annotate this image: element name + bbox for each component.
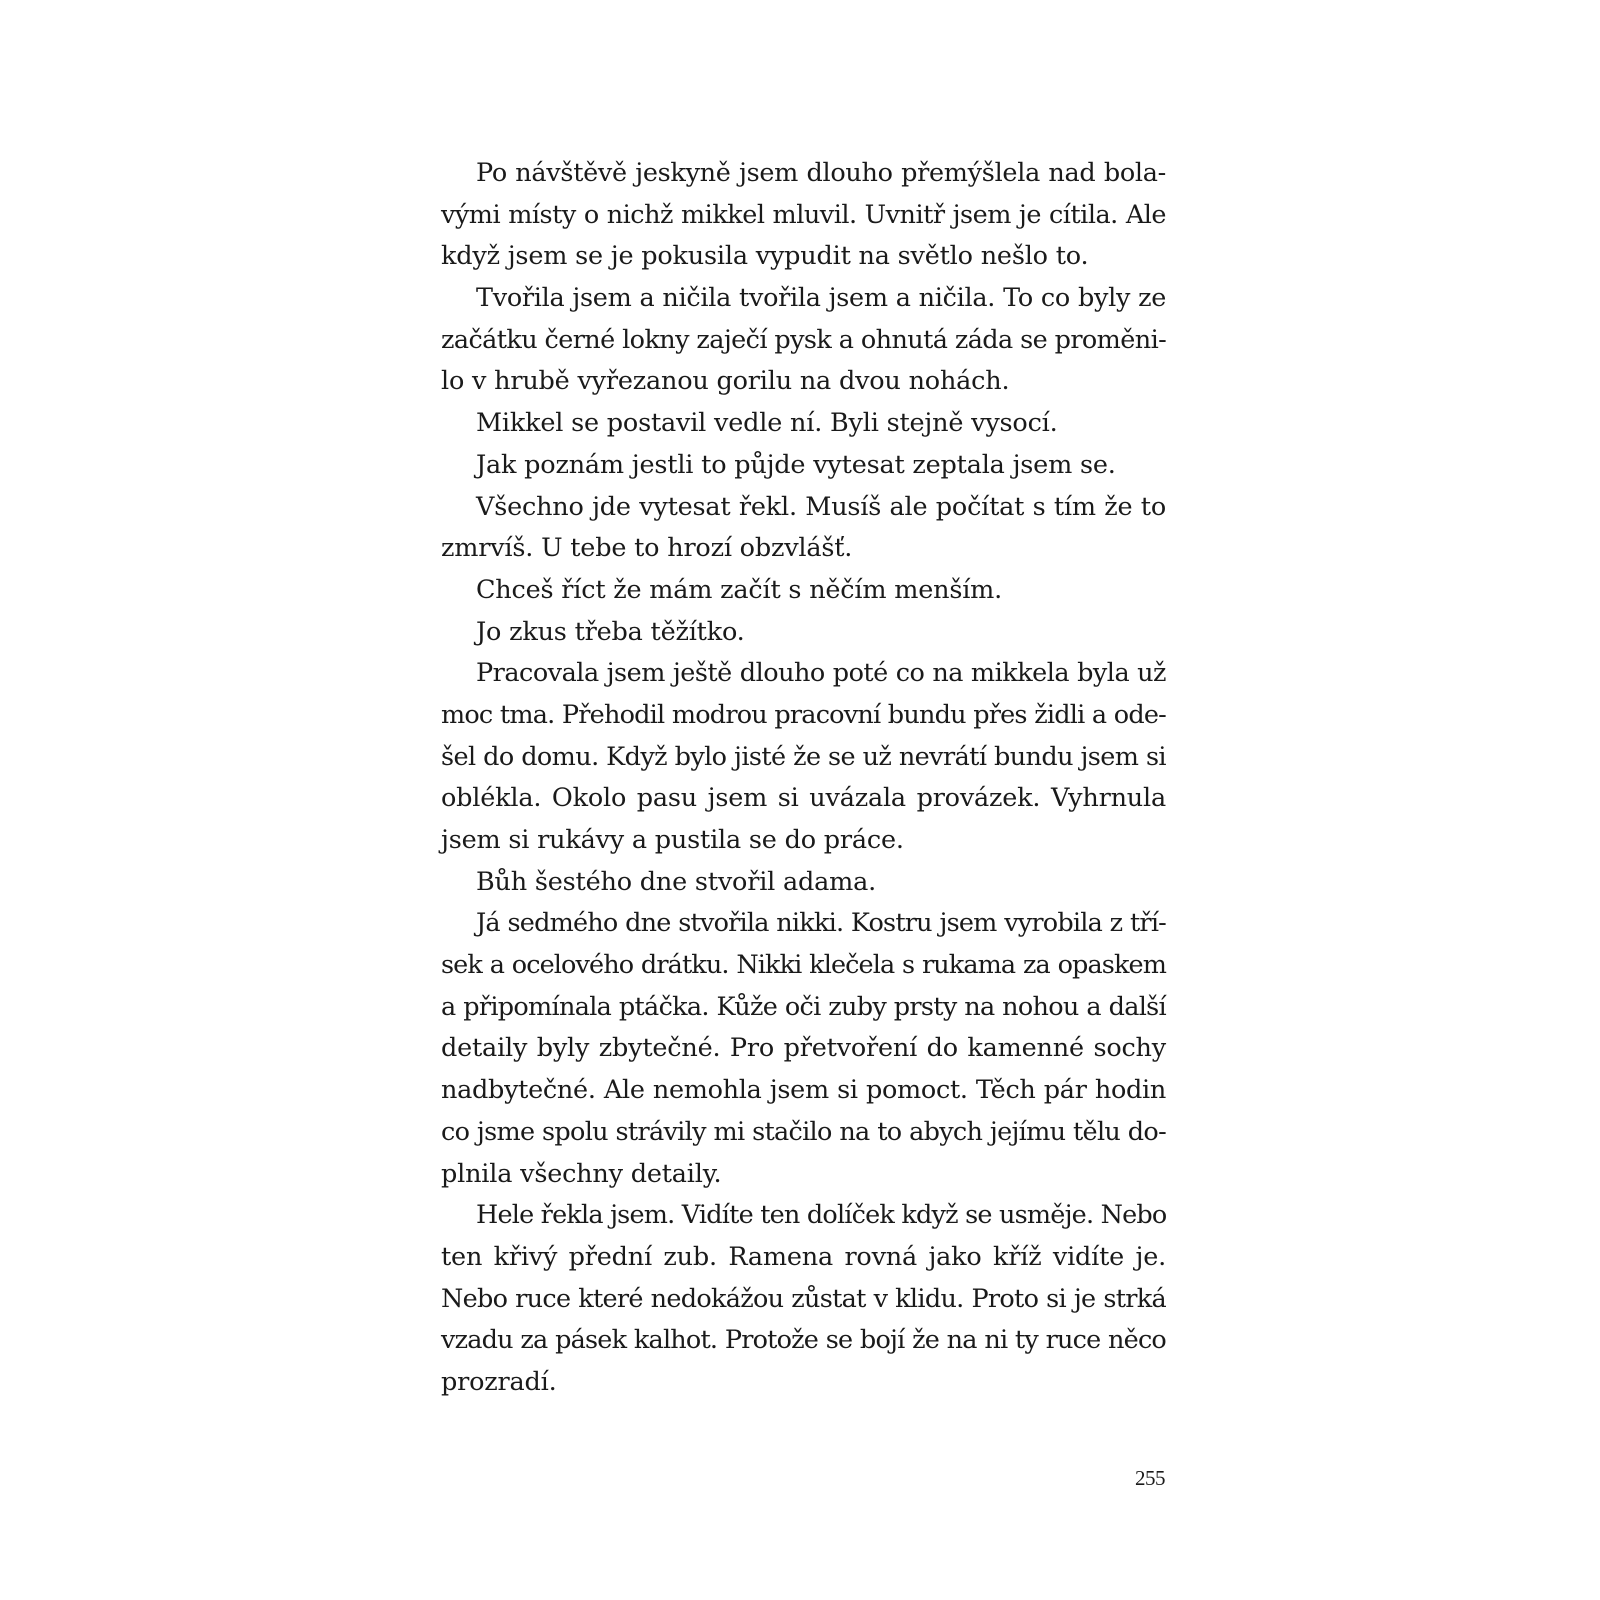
text-line: Mikkel se postavil vedle ní. Byli stejně vysocí. xyxy=(476,408,1058,439)
page-number: 255 xyxy=(1135,1466,1165,1490)
text-line: detaily byly zbytečné. Pro přetvoření do kamenné sochy xyxy=(441,1033,1166,1064)
text-line: šel do domu. Když bylo jisté že se už nevrátí bundu jsem si xyxy=(441,741,1166,772)
text-line: zmrvíš. U tebe to hrozí obzvlášť. xyxy=(441,533,853,564)
text-line: plnila všechny detaily. xyxy=(441,1158,722,1189)
text-line: Hele řekla jsem. Vidíte ten dolíček když se usměje. Nebo xyxy=(476,1200,1167,1231)
text-line: Všechno jde vytesat řekl. Musíš ale počítat s tím že to xyxy=(476,491,1166,522)
text-line: oblékla. Okolo pasu jsem si uvázala provázek. Vyhrnula xyxy=(441,783,1166,814)
text-line: vými místy o nichž mikkel mluvil. Uvnitř jsem je cítila. Ale xyxy=(441,199,1166,230)
text-line: a připomínala ptáčka. Kůže oči zuby prsty na nohou a další xyxy=(441,991,1166,1022)
text-line: ten křivý přední zub. Ramena rovná jako kříž vidíte je. xyxy=(441,1241,1166,1272)
text-line: Po návštěvě jeskyně jsem dlouho přemýšlela nad bola- xyxy=(476,158,1166,188)
text-line: Jo zkus třeba těžítko. xyxy=(476,616,745,647)
text-line: Tvořila jsem a ničila tvořila jsem a ničila. To co byly ze xyxy=(476,283,1166,314)
text-line: moc tma. Přehodil modrou pracovní bundu přes židli a ode- xyxy=(441,699,1166,730)
body-text xyxy=(441,153,1166,1404)
text-line: Já sedmého dne stvořila nikki. Kostru jsem vyrobila z tří- xyxy=(476,908,1166,939)
text-line: Nebo ruce které nedokážou zůstat v klidu. Proto si je strká xyxy=(441,1283,1166,1314)
text-line: vzadu za pásek kalhot. Protože se bojí že na ni ty ruce něco xyxy=(441,1325,1166,1356)
text-line: Chceš říct že mám začít s něčím menším. xyxy=(476,574,1003,605)
text-line: Jak poznám jestli to půjde vytesat zeptala jsem se. xyxy=(476,449,1116,480)
text-line: nadbytečné. Ale nemohla jsem si pomoct. Těch pár hodin xyxy=(441,1075,1166,1106)
text-line: jsem si rukávy a pustila se do práce. xyxy=(441,825,904,855)
text-line: sek a ocelového drátku. Nikki klečela s rukama za opaskem xyxy=(441,950,1166,981)
text-line: Bůh šestého dne stvořil adama. xyxy=(476,866,877,897)
text-line: prozradí. xyxy=(441,1366,557,1397)
text-line: začátku černé lokny zaječí pysk a ohnutá záda se proměni- xyxy=(441,324,1167,355)
text-line: co jsme spolu strávily mi stačilo na to abych jejímu tělu do- xyxy=(441,1116,1166,1147)
text-line: Pracovala jsem ještě dlouho poté co na mikkela byla už xyxy=(476,658,1166,689)
text-line: když jsem se je pokusila vypudit na světlo nešlo to. xyxy=(441,241,1089,272)
text-line: lo v hrubě vyřezanou gorilu na dvou nohách. xyxy=(441,366,1010,397)
